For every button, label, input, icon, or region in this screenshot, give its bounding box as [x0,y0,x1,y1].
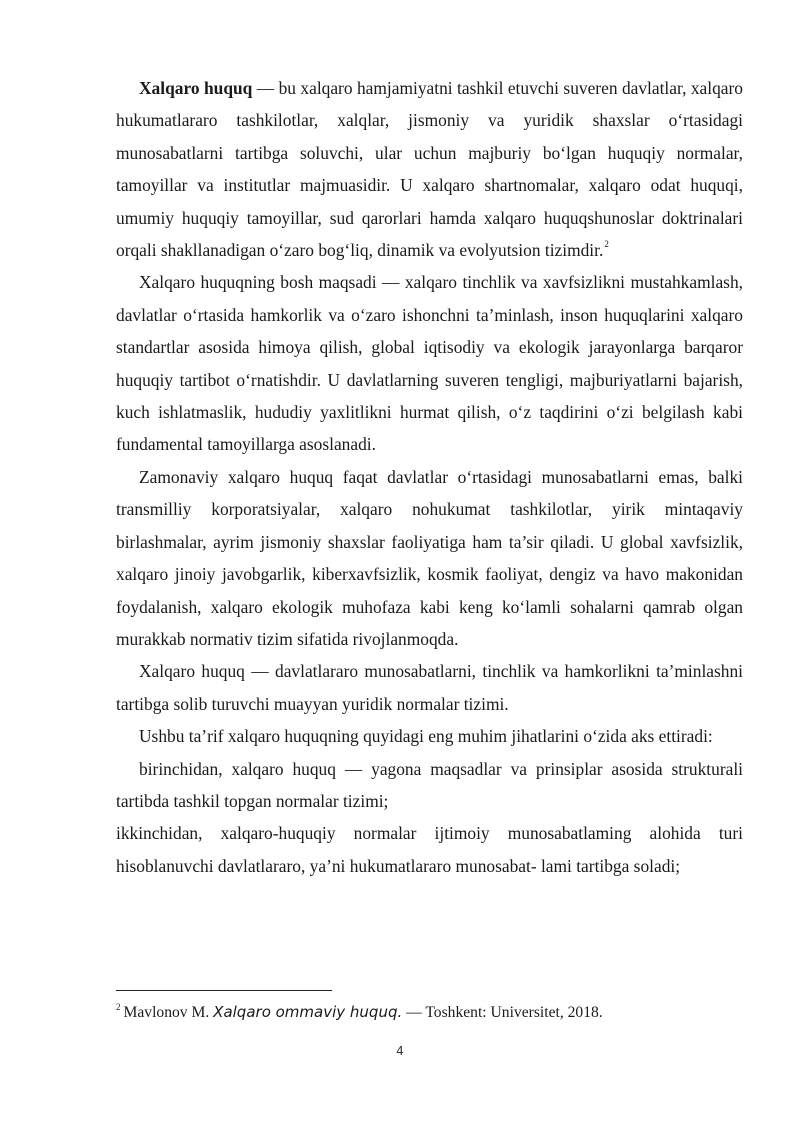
footnote-author: Mavlonov M. [123,1004,214,1022]
term-bold: Xalqaro huquq [139,78,253,98]
body-text [116,72,743,882]
footnote [116,997,743,1024]
paragraph-aspects-intro: Ushbu ta’rif xalqaro huquqning quyidagi eng muhim jihatlarini o‘zida aks ettiradi: [139,726,713,747]
footnote-number: 2 [116,1002,121,1012]
page-number: 4 [396,1044,404,1058]
footnote-reference[interactable]: 2 [604,239,609,250]
footnote-publication: — Toshkent: Universitet, 2018. [402,1004,603,1022]
definition-text: — bu xalqaro hamjamiyatni tashkil etuvchi suveren davlatlar, xalqaro hukumatlararo tashkilotlar, xalqlar, jismoniy va yuridik shaxslar o‘rtasidagi munosabatlarni tartibga soluvchi, ular uchun majburiy bo‘lgan huquqiy normalar, tamoyillar va institutlar majmuasidir. U xalqaro shartnomalar, xalqaro odat huquqi, umumiy huquqiy tamoyillar, sud qarorlari hamda xalqaro huquqshunoslar doktrinalari orqali shakllanadigan o‘zaro bog‘liq, dinamik va evolyutsion tizimdir. [116,78,743,261]
paragraph-first-aspect: birinchidan, xalqaro huquq — yagona maqsadlar va prinsiplar asosida strukturali tartibda tashkil topgan normalar tizimi; [116,758,743,811]
footnote-title: Xalqaro ommaviy huquq. [213,1003,403,1022]
paragraph-short-definition: Xalqaro huquq — davlatlararo munosabatlarni, tinchlik va hamkorlikni ta’minlashni tartibga solib turuvchi muayyan yuridik normalar tizimi. [116,661,743,714]
paragraph-modern-law: Zamonaviy xalqaro huquq faqat davlatlar o‘rtasidagi munosabatlarni emas, balki transmilliy korporatsiyalar, xalqaro nohukumat tashkilotlar, yirik mintaqaviy birlashmalar, ayrim jismoniy shaxslar faoliyatiga ham ta’sir qiladi. U global xavfsizlik, xalqaro jinoiy javobgarlik, kiberxavfsizlik, kosmik faoliyat, dengiz va havo makonidan foydalanish, xalqaro ekologik muhofaza kabi keng ko‘lamli sohalarni qamrab olgan murakkab normativ tizim sifatida rivojlanmoqda. [116,466,743,649]
paragraph-main-goal: Xalqaro huquqning bosh maqsadi — xalqaro tinchlik va xavfsizlikni mustahkamlash, davlatlar o‘rtasida hamkorlik va o‘zaro ishonchni ta’minlash, inson huquqlarini xalqaro standartlar asosida himoya qilish, global iqtisodiy va ekologik jarayonlarga barqaror huquqiy tartibot o‘rnatishdir. U davlatlarning suveren tengligi, majburiyatlarni bajarish, kuch ishlatmaslik, hududiy yaxlitlikni hurmat qilish, o‘z taqdirini o‘zi belgilash kabi fundamental tamoyillarga asoslanadi. [116,272,743,455]
paragraph-definition [116,72,743,266]
footnote-divider [116,990,332,991]
paragraph-second-aspect: ikkinchidan, xalqaro-huquqiy normalar ijtimoiy munosabatlaming alohida turi hisoblanuvchi davlatlararo, ya’ni hukumatlararo munosabat- lami tartibga soladi; [116,823,743,876]
